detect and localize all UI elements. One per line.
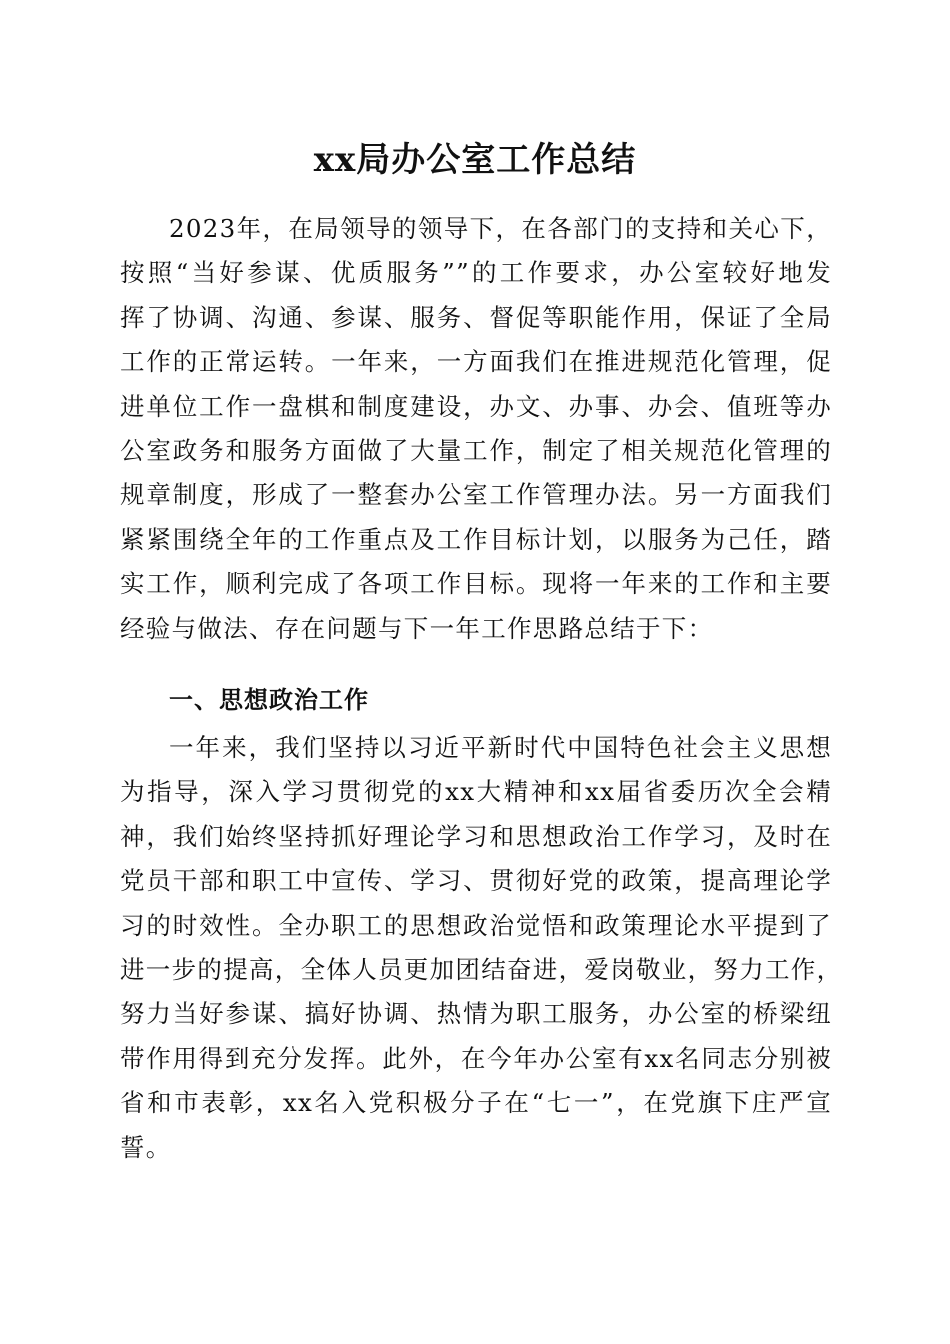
section-heading: 一、思想政治工作 xyxy=(169,686,369,714)
paragraph-line: 一年来，我们坚持以习近平新时代中国特色社会主义思想 xyxy=(169,733,832,762)
paragraph-line: 规章制度，形成了一整套办公室工作管理办法。另一方面我们 xyxy=(120,480,832,510)
paragraph-line: 努力当好参谋、搞好协调、热情为职工服务，办公室的桥梁纽 xyxy=(120,999,832,1029)
paragraph-line: 紧紧围绕全年的工作重点及工作目标计划，以服务为己任，踏 xyxy=(120,524,832,554)
paragraph-line: 带作用得到充分发挥。此外，在今年办公室有xx名同志分别被 xyxy=(120,1043,832,1073)
paragraph-line: 进一步的提高，全体人员更加团结奋进，爱岗敬业，努力工作， xyxy=(120,955,843,985)
paragraph-line: 挥了协调、沟通、参谋、服务、督促等职能作用，保证了全局 xyxy=(120,302,832,332)
paragraph-line: 实工作，顺利完成了各项工作目标。现将一年来的工作和主要 xyxy=(120,569,832,599)
paragraph-line: 党员干部和职工中宣传、学习、贯彻好党的政策，提高理论学 xyxy=(120,866,832,896)
document-title: xx局办公室工作总结 xyxy=(313,140,637,180)
paragraph-line: 2023年，在局领导的领导下，在各部门的支持和关心下， xyxy=(169,214,832,243)
paragraph-intro xyxy=(120,207,832,651)
paragraph-line: 习的时效性。全办职工的思想政治觉悟和政策理论水平提到了 xyxy=(120,910,832,940)
paragraph-line: 按照“当好参谋、优质服务””的工作要求，办公室较好地发 xyxy=(120,258,832,288)
paragraph-line: 誓。 xyxy=(120,1132,172,1162)
paragraph-line: 为指导，深入学习贯彻党的xx大精神和xx届省委历次全会精 xyxy=(120,777,832,807)
paragraph-political-work xyxy=(120,726,843,1170)
paragraph-line: 公室政务和服务方面做了大量工作，制定了相关规范化管理的 xyxy=(120,436,832,466)
paragraph-line: 经验与做法、存在问题与下一年工作思路总结于下： xyxy=(120,613,714,643)
paragraph-line: 神，我们始终坚持抓好理论学习和思想政治工作学习，及时在 xyxy=(120,821,832,851)
paragraph-line: 进单位工作一盘棋和制度建设，办文、办事、办会、值班等办 xyxy=(120,391,832,421)
paragraph-line: 工作的正常运转。一年来，一方面我们在推进规范化管理，促 xyxy=(120,347,832,377)
paragraph-line: 省和市表彰，xx名入党积极分子在“七一”，在党旗下庄严宣 xyxy=(120,1088,832,1118)
